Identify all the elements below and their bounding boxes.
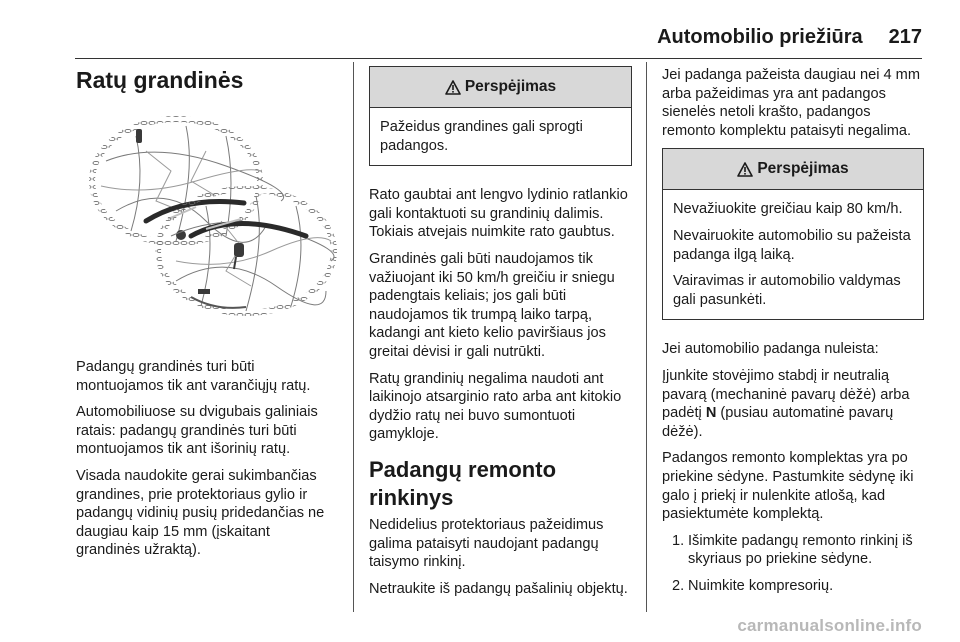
paragraph: Padangų grandinės turi būti montuojamos tik ant varančiųjų ratų.: [76, 359, 311, 394]
paragraph: Automobiliuose su dvigubais galiniais ratais: padangų grandinės turi būti montuojamos tik ant išorinių ratų.: [76, 404, 318, 458]
column-divider-1: [353, 62, 354, 612]
paragraph: Jei padanga pažeista daugiau nei 4 mm arba pažeidimas yra ant padangos sienelės netoli krašto, padangos remonto komplektu pataisyti negalima.: [662, 67, 920, 139]
page-header: [657, 26, 922, 56]
warning-triangle-icon: [737, 162, 753, 177]
paragraph: Netraukite iš padangų pašalinių objektų.: [369, 580, 628, 597]
column-divider-2: [646, 62, 647, 612]
steps-list: [662, 532, 924, 596]
warning-heading: Perspėjimas: [757, 160, 849, 178]
list-item: [662, 577, 924, 596]
warning-text: Nevažiuokite greičiau kaip 80 km/h.: [673, 201, 903, 218]
gear-position-n: N: [705, 405, 717, 422]
warning-heading: Perspėjimas: [464, 78, 557, 95]
warning-text: Nevairuokite automobilio su pažeista padanga ilgą laiką.: [673, 227, 911, 263]
section-title-repair-kit: Padangų remonto rinkinys: [369, 456, 557, 510]
paragraph: Rato gaubtai ant lengvo lydinio ratlankio gali kontaktuoti su grandinių dalimis. Tokiais atvejais nuimkite rato gaubtus.: [369, 187, 628, 241]
paragraph: Nedidelius protektoriaus pažeidimus galima pataisyti naudojant padangų taisymo rinkinį.: [369, 516, 604, 571]
column-2: [369, 62, 632, 606]
instruction-text: Įjunkite stovėjimo stabdį ir neutralią pavarą (mechaninė pavarų dėžė) arba padėtį: [662, 367, 910, 422]
column-3: [662, 62, 924, 603]
warning-box: [369, 66, 632, 166]
paragraph: Padangos remonto komplektas yra po priekine sėdyne. Pastumkite sėdynę iki galo į priekį ir nulenkite atlošą, kad pasiektumėte komplektą.: [662, 450, 914, 523]
step-text: Išimkite padangų remonto rinkinį iš skyriaus po priekine sėdyne.: [688, 532, 913, 568]
warning-header: [370, 67, 631, 108]
paragraph: Jei automobilio padanga nuleista:: [662, 341, 879, 358]
step-text: Nuimkite kompresorių.: [688, 577, 834, 594]
paragraph: Ratų grandinių negalima naudoti ant laikinojo atsarginio rato arba ant kitokio dydžio ratų nei buvo sumontuoti gamykloje.: [369, 370, 622, 443]
chapter-title: Automobilio priežiūra: [657, 26, 863, 48]
paragraph-instruction: [662, 367, 924, 441]
list-item: [662, 532, 924, 569]
warning-triangle-icon: [445, 80, 461, 95]
paragraph: Grandinės gali būti naudojamos tik važiuojant iki 50 km/h greičiu ir sniegu padengtais keliais; jos gali būti naudojamos tik trumpą laiko tarpą, kadangi ant kieto kelio paviršiaus jos greitai dėvisi ir gali nutrūkti.: [369, 250, 615, 360]
watermark: carmanualsonline.info: [737, 616, 922, 635]
section-title-snow-chains: Ratų grandinės: [76, 67, 244, 93]
page-number: 217: [888, 26, 922, 48]
column-1: [76, 62, 338, 568]
warning-header: [663, 149, 923, 190]
warning-text: Vairavimas ir automobilio valdymas gali pasunkėti.: [673, 273, 901, 308]
paragraph: Visada naudokite gerai sukimbančias grandines, prie protektoriaus gylio ir padangų vidinių pusių pridedančias ne daugiau kaip 15 mm (įskaitant grandinės užraktą).: [76, 467, 325, 559]
snow-chains-illustration: [76, 111, 338, 324]
instruction-text: (pusiau automatinė pavarų dėžė).: [662, 405, 894, 440]
step-number: 1.: [672, 532, 685, 549]
header-rule: [75, 58, 922, 59]
warning-text: Pažeidus grandines gali sprogti padangos.: [380, 119, 583, 154]
warning-box: [662, 148, 924, 320]
step-number: 2.: [672, 577, 685, 594]
